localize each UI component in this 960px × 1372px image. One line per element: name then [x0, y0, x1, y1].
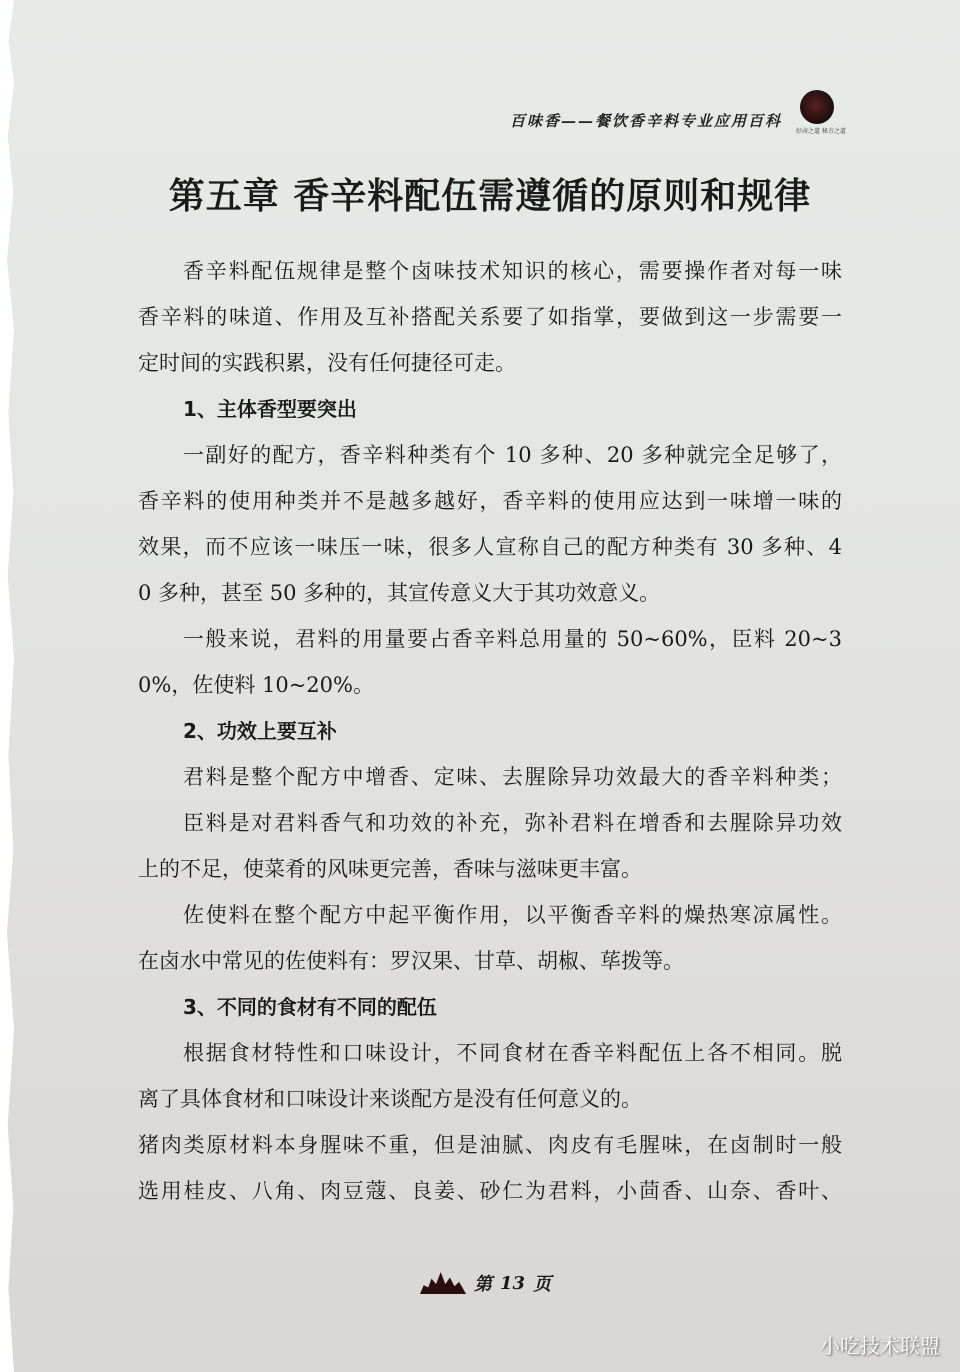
body-text: [138, 248, 842, 1214]
text-line: 根据食材特性和口味设计，不同食材在香辛料配伍上各不相同。脱: [183, 1041, 842, 1065]
text-line: 定时间的实践积累，没有任何捷径可走。: [138, 351, 516, 375]
page-prefix: 第: [474, 1274, 492, 1295]
running-header: 百味香——餐饮香辛料专业应用百科: [510, 112, 783, 130]
logo-caption: 好卤之道 秘方之道: [796, 128, 846, 135]
text-line: 君料是整个配方中增香、定味、去腥除异功效最大的香辛料种类；: [183, 765, 842, 789]
page-number: 13: [500, 1272, 526, 1294]
text-line: 香辛料的使用种类并不是越多越好，香辛料的使用应达到一味增一味的: [138, 489, 842, 513]
page-suffix: 页: [533, 1274, 552, 1295]
text-line: 选用桂皮、八角、肉豆蔻、良姜、砂仁为君料，小茴香、山奈、香叶、: [138, 1179, 842, 1203]
section-heading: 3、不同的食材有不同的配伍: [183, 995, 437, 1019]
text-line: 上的不足，使菜肴的风味更完善，香味与滋味更丰富。: [138, 857, 642, 881]
page-footer: [420, 1270, 551, 1296]
text-line: 0%，佐使料 10~20%。: [138, 673, 374, 697]
text-line: 臣料是对君料香气和功效的补充，弥补君料在增香和去腥除异功效: [183, 811, 842, 835]
text-line: 香辛料配伍规律是整个卤味技术知识的核心，需要操作者对每一味: [183, 259, 842, 283]
text-line: 一副好的配方，香辛料种类有个 10 多种、20 多种就完全足够了，: [183, 443, 842, 467]
text-line: 猪肉类原材料本身腥味不重，但是油腻、肉皮有毛腥味，在卤制时一般: [138, 1133, 842, 1157]
text-line: 在卤水中常见的佐使料有：罗汉果、甘草、胡椒、荜拨等。: [138, 949, 684, 973]
text-line: 0 多种，甚至 50 多种的，其宣传意义大于其功效意义。: [138, 581, 661, 605]
text-line: 效果，而不应该一味压一味，很多人宣称自己的配方种类有 30 多种、4: [138, 535, 842, 559]
chapter-title: 第五章 香辛料配伍需遵循的原则和规律: [168, 175, 812, 217]
section-heading: 2、功效上要互补: [183, 719, 337, 743]
text-line: 香辛料的味道、作用及互补搭配关系要了如指掌，要做到这一步需要一: [138, 305, 842, 329]
watermark: 小吃技术联盟: [820, 1334, 940, 1358]
text-line: 离了具体食材和口味设计来谈配方是没有任何意义的。: [138, 1087, 642, 1111]
text-line: 一般来说，君料的用量要占香辛料总用量的 50~60%，臣料 20~3: [183, 627, 842, 651]
section-heading: 1、主体香型要突出: [183, 397, 357, 421]
text-line: 佐使料在整个配方中起平衡作用，以平衡香辛料的燥热寒凉属性。: [183, 903, 842, 927]
book-logo: [800, 90, 834, 124]
lotus-ornament-icon: [420, 1272, 466, 1294]
